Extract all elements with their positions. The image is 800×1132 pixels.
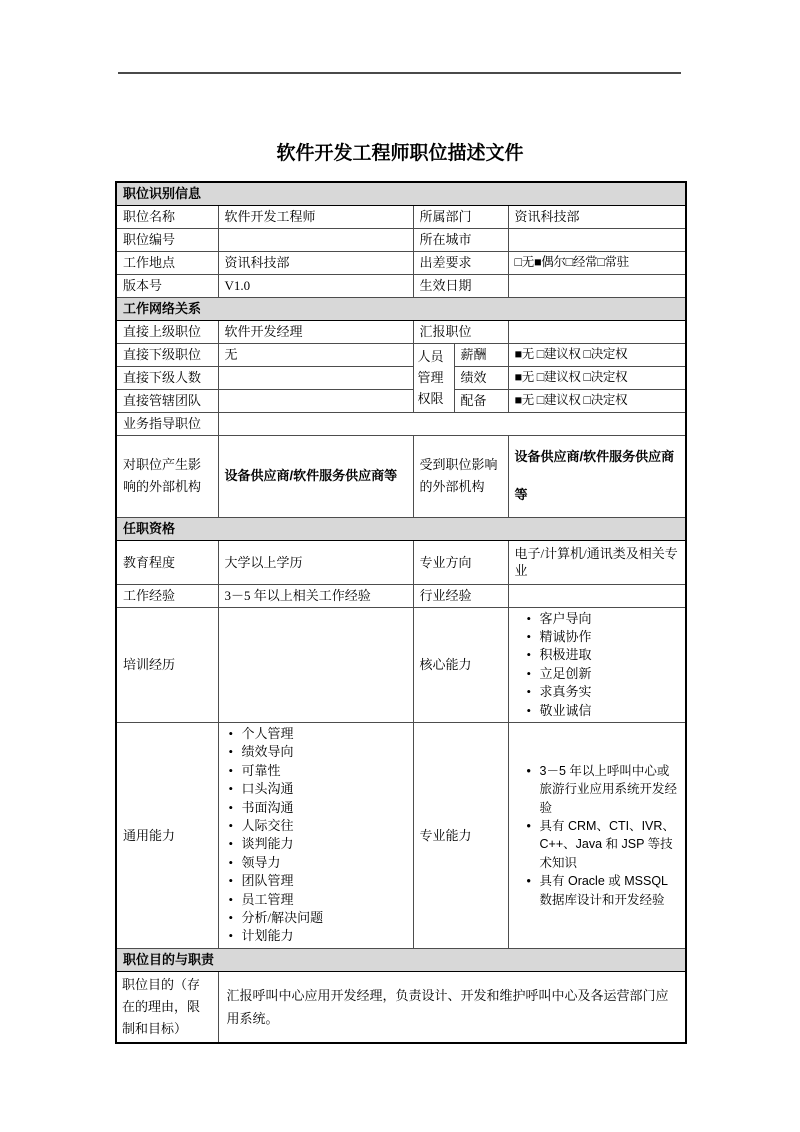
field-value: 大学以上学历 bbox=[218, 540, 413, 584]
row-direct-subordinate-count bbox=[116, 366, 686, 389]
field-label: 所属部门 bbox=[413, 205, 508, 228]
authority-item-label: 绩效 bbox=[454, 366, 508, 389]
list-item: • 客户导向 bbox=[527, 610, 680, 628]
field-value: 汇报呼叫中心应用开发经理，负责设计、开发和维护呼叫中心及各运营部门应用系统。 bbox=[218, 971, 686, 1043]
document-title: 软件开发工程师职位描述文件 bbox=[276, 143, 524, 164]
field-label: 所在城市 bbox=[413, 228, 508, 251]
field-label: 职位目的（存在的理由，限制和目标） bbox=[116, 971, 218, 1043]
row-business-guidance bbox=[116, 412, 686, 435]
core-competency-list bbox=[515, 610, 680, 720]
list-item: • 具有 Oracle 或 MSSQL 数据库设计和开发经验 bbox=[527, 872, 680, 909]
personnel-authority-label: 人员管理权限 bbox=[413, 343, 454, 412]
section-header-identification: 职位识别信息 bbox=[116, 182, 686, 205]
field-label: 业务指导职位 bbox=[116, 412, 218, 435]
row-direct-superior bbox=[116, 320, 686, 343]
field-value bbox=[508, 584, 686, 607]
field-label: 出差要求 bbox=[413, 251, 508, 274]
list-item: • 口头沟通 bbox=[229, 780, 407, 798]
row-direct-subordinate-position bbox=[116, 343, 686, 366]
job-description-table bbox=[115, 181, 687, 1044]
field-value bbox=[218, 722, 413, 948]
list-item: • 积极进取 bbox=[527, 646, 680, 664]
field-label: 通用能力 bbox=[116, 722, 218, 948]
field-value: 3－5 年以上相关工作经验 bbox=[218, 584, 413, 607]
field-value bbox=[218, 412, 686, 435]
field-label: 直接下级职位 bbox=[116, 343, 218, 366]
field-label: 汇报职位 bbox=[413, 320, 508, 343]
field-value: 设备供应商/软件服务供应商等 bbox=[508, 435, 686, 517]
list-item: • 分析/解决问题 bbox=[229, 909, 407, 927]
field-label: 职位编号 bbox=[116, 228, 218, 251]
travel-requirement-checkboxes: □无■偶尔□经常□常驻 bbox=[508, 251, 686, 274]
field-label: 工作经验 bbox=[116, 584, 218, 607]
list-item: • 求真务实 bbox=[527, 683, 680, 701]
field-value: 电子/计算机/通讯类及相关专业 bbox=[508, 540, 686, 584]
row-direct-team bbox=[116, 389, 686, 412]
list-item: • 人际交往 bbox=[229, 817, 407, 835]
field-value bbox=[508, 320, 686, 343]
field-value: 设备供应商/软件服务供应商等 bbox=[218, 435, 413, 517]
section-row-identification bbox=[116, 182, 686, 205]
list-item: • 绩效导向 bbox=[229, 743, 407, 761]
field-value bbox=[218, 607, 413, 722]
section-header-qualifications: 任职资格 bbox=[116, 517, 686, 540]
field-label: 直接上级职位 bbox=[116, 320, 218, 343]
section-header-network: 工作网络关系 bbox=[116, 297, 686, 320]
field-value: V1.0 bbox=[218, 274, 413, 297]
field-label: 生效日期 bbox=[413, 274, 508, 297]
field-value: 资讯科技部 bbox=[508, 205, 686, 228]
list-item: • 个人管理 bbox=[229, 725, 407, 743]
field-value: 资讯科技部 bbox=[218, 251, 413, 274]
field-label: 培训经历 bbox=[116, 607, 218, 722]
field-label: 工作地点 bbox=[116, 251, 218, 274]
list-item: • 计划能力 bbox=[229, 927, 407, 945]
list-item: • 员工管理 bbox=[229, 891, 407, 909]
field-value bbox=[218, 389, 413, 412]
page-header-rule bbox=[118, 72, 681, 74]
field-value bbox=[508, 274, 686, 297]
authority-options-checkboxes: ■无 □建议权 □决定权 bbox=[508, 366, 686, 389]
field-label: 教育程度 bbox=[116, 540, 218, 584]
field-label: 对职位产生影响的外部机构 bbox=[116, 435, 218, 517]
field-value bbox=[508, 607, 686, 722]
field-label: 职位名称 bbox=[116, 205, 218, 228]
list-item: • 立足创新 bbox=[527, 665, 680, 683]
field-value: 软件开发工程师 bbox=[218, 205, 413, 228]
field-value bbox=[218, 366, 413, 389]
field-value: 软件开发经理 bbox=[218, 320, 413, 343]
row-general-professional-ability bbox=[116, 722, 686, 948]
list-item: • 可靠性 bbox=[229, 762, 407, 780]
row-position-number bbox=[116, 228, 686, 251]
list-item: • 书面沟通 bbox=[229, 799, 407, 817]
authority-options-checkboxes: ■无 □建议权 □决定权 bbox=[508, 389, 686, 412]
list-item: • 领导力 bbox=[229, 854, 407, 872]
field-value bbox=[508, 722, 686, 948]
list-item: • 3－5 年以上呼叫中心或旅游行业应用系统开发经验 bbox=[527, 762, 680, 817]
field-label: 行业经验 bbox=[413, 584, 508, 607]
list-item: • 精诚协作 bbox=[527, 628, 680, 646]
row-training-core-competency bbox=[116, 607, 686, 722]
section-row-network bbox=[116, 297, 686, 320]
section-row-purpose bbox=[116, 948, 686, 971]
section-row-qualifications bbox=[116, 517, 686, 540]
list-item: • 敬业诚信 bbox=[527, 702, 680, 720]
row-position-purpose bbox=[116, 971, 686, 1043]
row-education bbox=[116, 540, 686, 584]
authority-item-label: 配备 bbox=[454, 389, 508, 412]
list-item: • 谈判能力 bbox=[229, 835, 407, 853]
field-label: 受到职位影响的外部机构 bbox=[413, 435, 508, 517]
general-ability-list bbox=[225, 725, 407, 946]
authority-options-checkboxes: ■无 □建议权 □决定权 bbox=[508, 343, 686, 366]
row-position-name bbox=[116, 205, 686, 228]
field-value: 无 bbox=[218, 343, 413, 366]
field-label: 版本号 bbox=[116, 274, 218, 297]
row-work-location bbox=[116, 251, 686, 274]
field-label: 核心能力 bbox=[413, 607, 508, 722]
field-label: 专业方向 bbox=[413, 540, 508, 584]
section-header-purpose: 职位目的与职责 bbox=[116, 948, 686, 971]
professional-ability-list bbox=[515, 762, 680, 909]
field-label: 直接下级人数 bbox=[116, 366, 218, 389]
row-external-organizations bbox=[116, 435, 686, 517]
field-label: 专业能力 bbox=[413, 722, 508, 948]
field-value bbox=[218, 228, 413, 251]
field-value bbox=[508, 228, 686, 251]
field-label: 直接管辖团队 bbox=[116, 389, 218, 412]
list-item: • 具有 CRM、CTI、IVR、C++、Java 和 JSP 等技术知识 bbox=[527, 817, 680, 872]
row-version bbox=[116, 274, 686, 297]
row-work-experience bbox=[116, 584, 686, 607]
list-item: • 团队管理 bbox=[229, 872, 407, 890]
authority-item-label: 薪酬 bbox=[454, 343, 508, 366]
